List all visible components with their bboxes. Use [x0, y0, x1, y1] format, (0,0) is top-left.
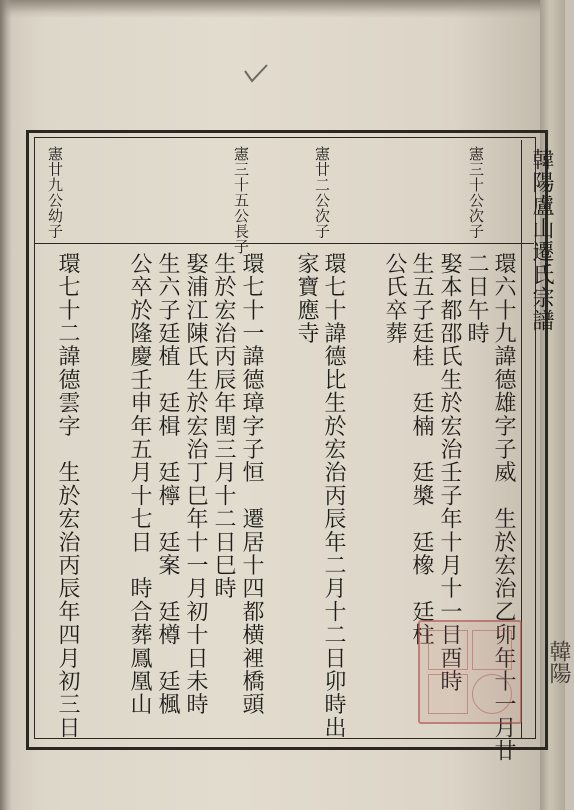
text-column: 環六十九諱德雄字子威 生於宏治乙卯年十一月廿 — [491, 252, 516, 763]
text-column: 家寶應寺 — [294, 252, 319, 345]
page-left-edge — [0, 0, 12, 810]
text-column: 公卒於隆慶壬申年五月十七日 時合葬鳳凰山 — [127, 252, 152, 716]
text-column: 二日午時 — [464, 252, 489, 345]
facing-page-title: 韓陽 — [546, 640, 571, 684]
text-column: 娶本都邵氏生於宏治壬子年十月十一日酉時 — [437, 252, 462, 693]
top-note: 憲三十公次子 — [467, 146, 485, 239]
spine-title: 韓陽盧山遷氏宗譜 — [529, 148, 554, 332]
text-column: 環七十諱德比生於宏治丙辰年二月十二日卯時出 — [321, 252, 346, 740]
top-note: 憲三十五公長子 — [232, 146, 250, 255]
text-column: 生六子廷植 廷楫 廷檸 廷案 廷樽 廷楓 — [155, 252, 180, 716]
check-mark-icon — [243, 63, 269, 85]
top-note: 憲廿九公幼子 — [46, 146, 64, 239]
text-column: 環七十一諱德璋字子恒 遷居十四都横裡橋頭 — [239, 252, 264, 716]
text-column: 公氏卒葬 — [382, 252, 407, 345]
text-column: 環七十二諱德雲字 生於宏治丙辰年四月初三日 — [55, 252, 80, 740]
text-column: 生五子廷桂 廷楠 廷槳 廷橡 廷柱 — [409, 252, 434, 647]
top-note: 憲廿二公次子 — [313, 146, 331, 239]
page-top-edge — [0, 0, 565, 18]
collector-seal — [418, 620, 522, 724]
upper-band-divider — [34, 243, 534, 244]
text-column: 生於宏治丙辰年閏三月十二日巳時 — [211, 252, 236, 600]
text-column: 娶浦江陳氏生於宏治丁巳年十一月初十日未時 — [183, 252, 208, 716]
